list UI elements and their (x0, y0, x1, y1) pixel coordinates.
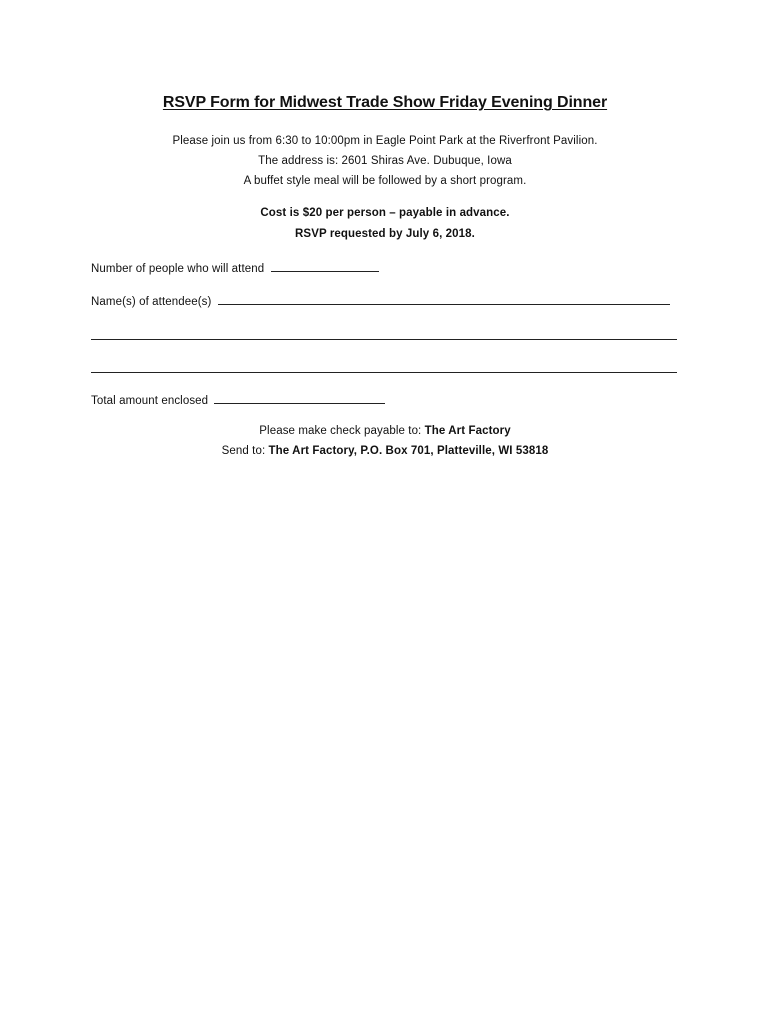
attendee-count-blank[interactable] (271, 260, 379, 272)
total-amount-field (91, 392, 385, 407)
rsvp-deadline: RSVP requested by July 6, 2018. (295, 228, 475, 240)
attendee-count-field (91, 260, 379, 275)
page-title: RSVP Form for Midwest Trade Show Friday Evening Dinner (162, 94, 608, 111)
send-to-address: The Art Factory, P.O. Box 701, Platteville, WI 53818 (268, 445, 549, 457)
attendee-names-field (91, 293, 670, 308)
check-payable-label: Please make check payable to: (259, 425, 425, 437)
cost-note: Cost is $20 per person – payable in advance. (260, 207, 510, 219)
total-amount-blank[interactable] (214, 392, 385, 404)
event-time-location: Please join us from 6:30 to 10:00pm in Eagle Point Park at the Riverfront Pavilion. (172, 135, 598, 147)
send-to-label: Send to: (221, 445, 269, 457)
attendee-names-line-2[interactable] (91, 339, 677, 340)
check-payable-line (0, 425, 770, 437)
total-amount-label: Total amount enclosed (91, 395, 209, 407)
check-payee: The Art Factory (424, 425, 511, 437)
send-to-line (0, 445, 770, 457)
attendee-count-label: Number of people who will attend (91, 263, 265, 275)
attendee-names-label: Name(s) of attendee(s) (91, 296, 212, 308)
attendee-names-line-3[interactable] (91, 372, 677, 373)
event-program-note: A buffet style meal will be followed by a short program. (243, 175, 527, 187)
event-address: The address is: 2601 Shiras Ave. Dubuque, Iowa (258, 155, 512, 167)
attendee-names-blank[interactable] (218, 293, 670, 305)
